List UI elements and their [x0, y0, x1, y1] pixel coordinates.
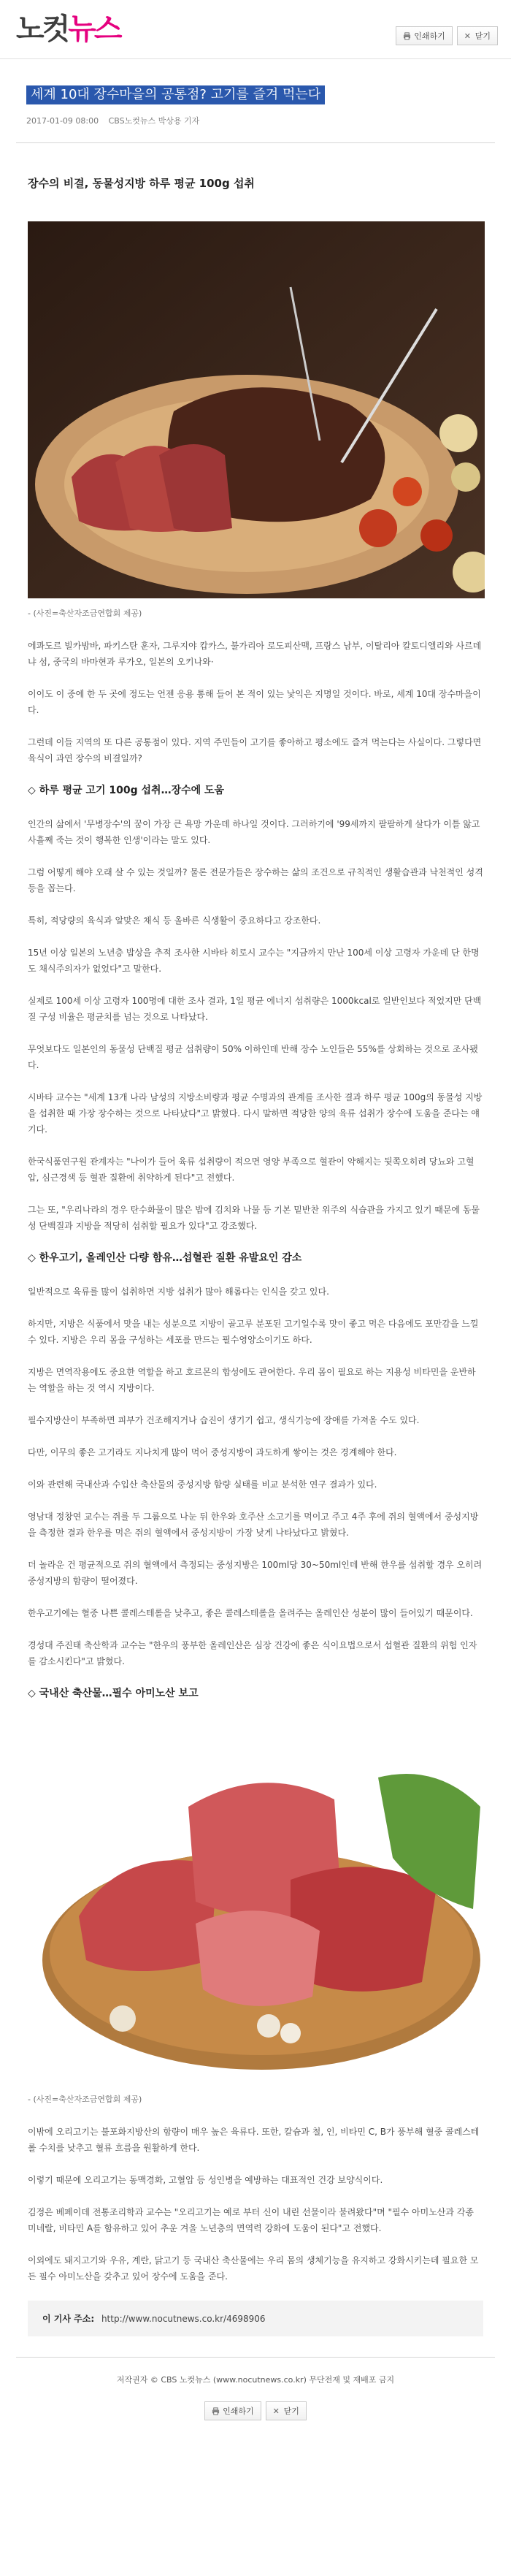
title-divider — [16, 142, 495, 143]
close-button[interactable] — [457, 26, 498, 45]
close-icon: ✕ — [272, 2406, 280, 2416]
article-photo-meat — [28, 1719, 485, 2084]
article-address-box — [28, 2301, 483, 2336]
paragraph: 지방은 면역작용에도 중요한 역할을 하고 호르몬의 합성에도 관여한다. 우리 몸이 필요로 하는 지용성 비타민을 운반하는 역할을 하는 것 역시 지방이다. — [28, 1367, 476, 1393]
paragraph: 경성대 주진태 축산학과 교수는 "한우의 풍부한 올레인산은 심장 건강에 좋은 식이요법으로서 섭혈관 질환의 위험 인자를 감소시킨다"고 밝혔다. — [28, 1640, 477, 1666]
photo-caption: - (사진=축산자조금연합회 제공) — [28, 2095, 142, 2104]
paragraph: 이렇기 때문에 오리고기는 동맥경화, 고혈압 등 성인병을 예방하는 대표적인 건강 보양식이다. — [28, 2175, 383, 2185]
article-title: 세계 10대 장수마을의 공통점? 고기를 즐겨 먹는다 — [26, 85, 325, 104]
printer-icon — [403, 32, 411, 40]
print-button-label: 인쇄하기 — [414, 31, 445, 41]
paragraph: 이외에도 돼지고기와 우유, 계란, 닭고기 등 국내산 축산물에는 우리 몸의 생체기능을 유지하고 강화시키는데 필요한 모든 필수 아미노산을 갖추고 있어 장수에 도움을 준다. — [28, 2255, 479, 2282]
paragraph: 한국식품연구원 관계자는 "나이가 들어 육류 섭취량이 적으면 영양 부족으로 혈관이 약해지는 뒷쪽오히려 당뇨와 고혈압, 심근경색 등 혈관 질환에 취약하게 된다"고 전했다. — [28, 1156, 474, 1183]
paragraph: 한우고기에는 혈중 나쁜 콜레스테롤을 낮추고, 좋은 콜레스테롤을 올려주는 올레인산 성분이 많이 들어있기 때문이다. — [28, 1608, 473, 1618]
copyright-notice: 저작권자 © CBS 노컷뉴스 (www.nocutnews.co.kr) 무단전재 및 재배포 금지 — [116, 2375, 395, 2385]
footer-print-button[interactable] — [204, 2401, 261, 2420]
paragraph: 그는 또, "우리나라의 경우 탄수화물이 많은 밥에 김치와 나물 등 기본 밑반찬 위주의 식습관을 가지고 있기 때문에 동물성 단백질과 지방을 적당히 섭취할 필요가 있다"고 강조했다. — [28, 1205, 480, 1231]
print-button[interactable] — [396, 26, 453, 45]
paragraph: 그럼 어떻게 해야 오래 살 수 있는 것일까? 물론 전문가들은 장수하는 삶의 조건으로 규칙적인 생활습관과 낙천적인 성격 등을 꼽는다. — [28, 867, 483, 893]
close-button-label: 닫기 — [474, 31, 491, 41]
nocutnews-logo[interactable] — [16, 13, 120, 45]
photo-caption: - (사진=축산자조금연합회 제공) — [28, 609, 142, 618]
paragraph: 특히, 적당량의 육식과 알맞은 채식 등 올바른 식생활이 중요하다고 강조한다. — [28, 915, 321, 926]
steak-photo — [28, 221, 485, 598]
address-label: 이 기사 주소: — [42, 2314, 95, 2324]
article-byline: CBS노컷뉴스 박상용 기자 — [108, 116, 200, 126]
article-body — [0, 175, 511, 2285]
article-title-block — [26, 85, 511, 126]
paragraph: 이와 관련해 국내산과 수입산 축산물의 중성지방 함량 실태를 비교 분석한 연구 결과가 있다. — [28, 1479, 377, 1490]
article-url-link[interactable]: http://www.nocutnews.co.kr/4698906 — [101, 2314, 266, 2324]
section-heading: ◇ 하루 평균 고기 100g 섭취…장수에 도움 — [28, 785, 225, 796]
footer-close-button[interactable] — [266, 2401, 307, 2420]
paragraph: 일반적으로 육류를 많이 섭취하면 지방 섭취가 많아 해롭다는 인식을 갖고 있다. — [28, 1287, 329, 1297]
paragraph: 더 놀라운 건 평균적으로 쥐의 혈액에서 측정되는 중성지방은 100ml당 30~50ml인데 반해 한우를 섭취할 경우 오히려 중성지방의 함량이 떨어졌다. — [28, 1560, 483, 1586]
paragraph: 15년 이상 일본의 노년층 밥상을 추적 조사한 시바타 히로시 교수는 "지금까지 만난 100세 이상 고령자 가운데 단 한명도 채식주의자가 없었다"고 말한다. — [28, 948, 480, 974]
article-photo-steak — [28, 221, 485, 598]
close-icon: ✕ — [464, 31, 471, 41]
paragraph: 필수지방산이 부족하면 피부가 건조해지거나 습진이 생기기 쉽고, 생식기능에 장애를 가져올 수도 있다. — [28, 1415, 420, 1425]
paragraph: 무엇보다도 일본인의 동물성 단백질 평균 섭취량이 50% 이하인데 반해 장수 노인들은 55%를 상회하는 것으로 조사됐다. — [28, 1044, 478, 1070]
article-subheading: 장수의 비결, 동물성지방 하루 평균 100g 섭취 — [28, 177, 255, 190]
raw-meat-photo — [28, 1719, 485, 2084]
paragraph: 에콰도르 빌카밤바, 파키스탄 훈자, 그루지야 캅카스, 불가리아 로도피산맥, 프랑스 남부, 이탈리아 칼토디엘리와 사르데냐 섬, 중국의 바마현과 루가오, 일본의 오키나와· — [28, 641, 482, 667]
header-button-group — [396, 26, 498, 45]
paragraph: 영남대 정창연 교수는 쥐를 두 그룹으로 나눈 뒤 한우와 호주산 소고기를 먹이고 주고 4주 후에 쥐의 혈액에서 중성지방을 측정한 결과 한우를 먹은 쥐의 혈액에서 중성지방이 가장 낮게 나타났다고 밝혔다. — [28, 1512, 479, 1538]
logo-text-news: 뉴스 — [68, 12, 120, 46]
paragraph: 실제로 100세 이상 고령자 100명에 대한 조사 결과, 1일 평균 에너지 섭취량은 1000kcal로 일반인보다 적었지만 단백질 구성 비율은 평균치를 넘는 것으로 나타났다. — [28, 996, 482, 1022]
article-meta — [26, 115, 511, 126]
print-button-label: 인쇄하기 — [223, 2407, 254, 2416]
paragraph: 인간의 삶에서 '무병장수'의 꿈이 가장 큰 욕망 가운데 하나일 것이다. 그러하기에 '99세까지 팔팔하게 살다가 이틀 앓고 사흘째 죽는 것이 행복한 인생'이라는 말도 있다. — [28, 819, 480, 845]
footer-button-group — [0, 2401, 511, 2420]
section-heading: ◇ 한우고기, 올레인산 다량 함유…섭혈관 질환 유발요인 감소 — [28, 1252, 302, 1264]
paragraph: 김정은 베페이데 전통조리학과 교수는 "오리고기는 예로 부터 신이 내린 선물이라 불려왔다"며 "필수 아미노산과 각종 미네랄, 비타민 A를 함유하고 있어 추운 겨울 노년층의 면역력 강화에 도움이 된다"고 전했다. — [28, 2207, 474, 2233]
paragraph: 다만, 이무의 좋은 고기라도 지나치게 많이 먹어 중성지방이 과도하게 쌓이는 것은 경계해야 한다. — [28, 1447, 397, 1457]
page-header — [0, 0, 511, 59]
paragraph: 하지만, 지방은 식품에서 맛을 내는 성분으로 지방이 골고루 분포된 고기일수록 맛이 좋고 먹은 다음에도 포만감을 느낄 수 있다. 지방은 우리 몸을 구성하는 세포를 만드는 필수영양소이기도 하다. — [28, 1319, 479, 1345]
footer-divider — [16, 2357, 495, 2358]
paragraph: 그런데 이들 지역의 또 다른 공통점이 있다. 지역 주민들이 고기를 좋아하고 평소에도 즐겨 먹는다는 사실이다. 그렇다면 육식이 과연 장수의 비결일까? — [28, 737, 482, 763]
close-button-label: 닫기 — [283, 2407, 299, 2416]
paragraph: 시바타 교수는 "세계 13개 나라 남성의 지방소비량과 평균 수명과의 관계를 조사한 결과 하루 평균 100g의 동물성 지방을 섭취한 때 가장 장수하는 것으로 나타났다"고 밝혔다. 다시 말하면 적당한 양의 육류 섭취가 장수에 도움을 준다는 얘기다. — [28, 1092, 483, 1135]
printer-icon — [212, 2407, 220, 2415]
article-date: 2017-01-09 08:00 — [26, 116, 99, 126]
section-heading: ◇ 국내산 축산물…필수 아미노산 보고 — [28, 1688, 199, 1699]
paragraph: 이이도 이 중에 한 두 곳에 정도는 언젠 응용 통해 들어 본 적이 있는 낯익은 지명일 것이다. 바로, 세계 10대 장수마을이다. — [28, 689, 481, 715]
paragraph: 이밖에 오리고기는 불포화지방산의 함량이 매우 높은 육류다. 또한, 칼슘과 철, 인, 비타민 C, B가 풍부해 혈중 콜레스테롤 수치를 낮추고 혈류 흐름을 원활하게 한다. — [28, 2127, 480, 2153]
logo-text-nocut: 노컷 — [16, 12, 69, 46]
